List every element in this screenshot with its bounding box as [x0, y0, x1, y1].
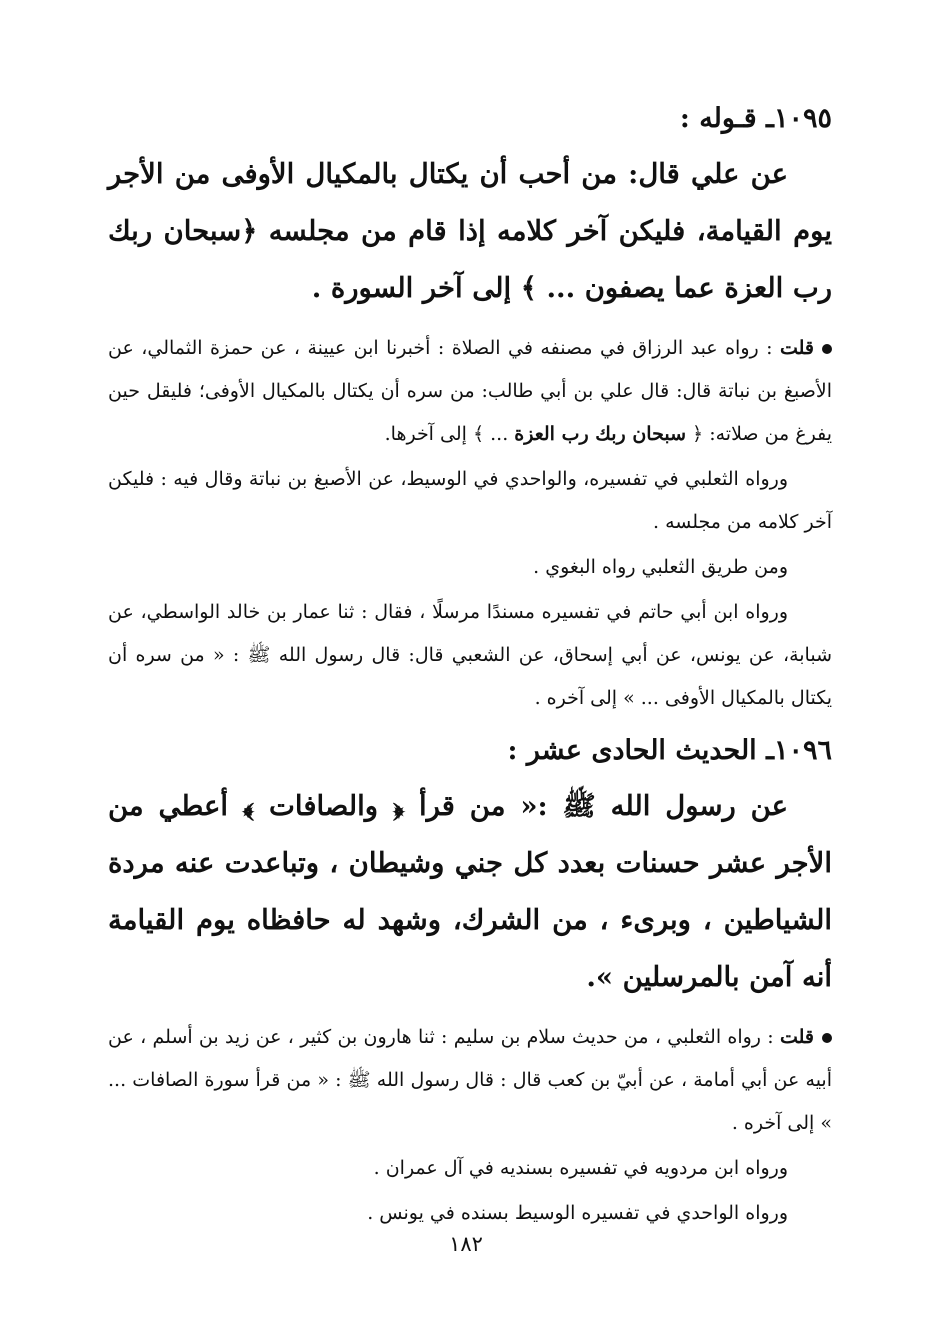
- entry-1095-para-3: ورواه ابن أبي حاتم في تفسيره مسندًا مرسلًا ، فقال : ثنا عمار بن خالد الواسطي، عن شبابة، عن يونس، عن أبي إسحاق، عن الشعبي قال: قال رسول الله ﷺ : « من سره أن يكتال بالمكيال الأوفى ... » إلى آخره .: [108, 601, 833, 709]
- page-number: ١٨٢: [449, 1232, 483, 1256]
- entry-1095-matn: عن علي قال: من أحب أن يكتال بالمكيال الأوفى من الأجر يوم القيامة، فليكن آخر كلامه إذا قام من مجلسه ﴿سبحان ربك رب العزة عما يصفون ... ﴾ إلى آخر السورة .: [108, 158, 832, 304]
- comment-label: قلت: [779, 337, 814, 359]
- entry-1096-para-1: ورواه ابن مردويه في تفسيره بسنديه في آل عمران .: [373, 1157, 788, 1179]
- entry-1096-heading: ١٠٩٦ـ الحديث الحادى عشر :: [507, 735, 832, 766]
- comment-text-part1: : رواه عبد الرزاق في مصنفه في الصلاة : أخبرنا ابن عيينة ، عن حمزة الثمالي، عن الأصبغ بن نباتة قال: قال علي بن أبي طالب: من سره أن يكتال بالمكيال الأوفى؛ فليقل حين يفرغ من صلاته: ﴿: [108, 337, 832, 445]
- comment-text-part2: ... ﴾ إلى آخرها.: [384, 423, 515, 445]
- entry-1095-para-2: ومن طريق الثعلبي رواه البغوي .: [533, 556, 788, 578]
- entry-1095-heading: ١٠٩٥ـ قـوله :: [679, 103, 832, 134]
- entry-1096-comment: [108, 1016, 832, 1145]
- comment-text: : رواه الثعلبي ، من حديث سلام بن سليم : ثنا هارون بن كثير ، عن زيد بن أسلم ، عن أبيه عن أبي أمامة ، عن أبيّ بن كعب قال : قال رسول الله ﷺ : « من قرأ سورة الصافات ... » إلى آخره .: [108, 1026, 832, 1134]
- comment-quran-quote: سبحان ربك رب العزة: [514, 423, 686, 445]
- bullet-icon: [822, 344, 832, 354]
- entry-1095-comment: [108, 327, 832, 456]
- entry-1095-para-1: ورواه الثعلبي في تفسيره، والواحدي في الوسيط، عن الأصبغ بن نباتة وقال فيه : فليكن آخر كلامه من مجلسه .: [108, 468, 832, 533]
- page-body: [108, 92, 832, 1235]
- comment-label: قلت: [779, 1026, 814, 1048]
- entry-1096-para-2: ورواه الواحدي في تفسيره الوسيط بسنده في يونس .: [367, 1202, 788, 1224]
- bullet-icon: [822, 1033, 832, 1043]
- entry-1096-matn: عن رسول الله ﷺ :« من قرأ ﴿ والصافات ﴾ أعطي من الأجر عشر حسنات بعدد كل جني وشيطان ، وتباعدت عنه مردة الشياطين ، وبرىء ، من الشرك، وشهد له حافظاه يوم القيامة أنه آمن بالمرسلين ».: [108, 790, 832, 993]
